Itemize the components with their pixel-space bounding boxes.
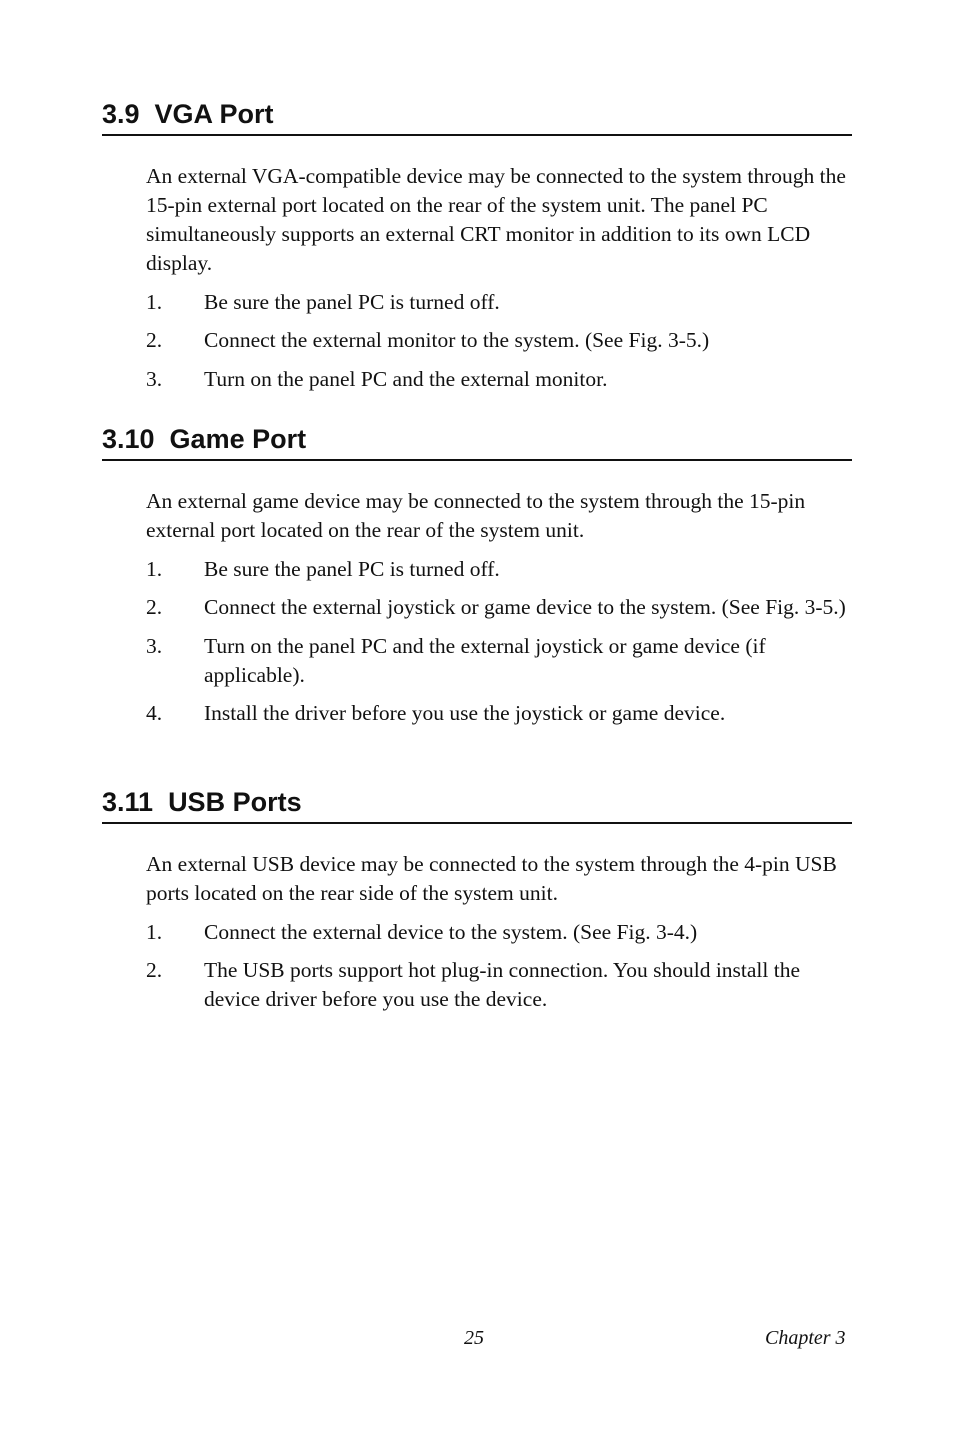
- step-number: 1.: [146, 919, 163, 944]
- steps-list: [102, 288, 852, 394]
- section-game-port: [102, 423, 852, 728]
- list-item: [102, 593, 852, 622]
- section-heading: 3.10 Game Port: [102, 423, 852, 461]
- section-paragraph: An external game device may be connected to the system through the 15-pin external port located on the rear of the system unit.: [146, 489, 806, 542]
- section-paragraph: An external VGA-compatible device may be connected to the system through the 15-pin external port located on the rear of the system unit. The panel PC simultaneously supports an external CRT monitor in addition to its own LCD display.: [146, 164, 846, 275]
- list-item: [102, 365, 852, 394]
- step-text: Be sure the panel PC is turned off.: [204, 556, 500, 581]
- step-number: 2.: [146, 595, 163, 619]
- section-heading: 3.9 VGA Port: [102, 98, 852, 136]
- step-text: Connect the external joystick or game device to the system. (See Fig. 3-5.): [204, 595, 846, 619]
- section-heading: 3.11 USB Ports: [102, 786, 852, 824]
- step-text: Connect the external device to the system. (See Fig. 3-4.): [204, 919, 698, 944]
- page-number: 25: [464, 1327, 484, 1349]
- step-text: Turn on the panel PC and the external monitor.: [204, 366, 608, 391]
- step-number: 3.: [146, 366, 163, 391]
- step-text: Install the driver before you use the joystick or game device.: [204, 701, 726, 725]
- list-item: [102, 632, 852, 690]
- step-text: The USB ports support hot plug-in connection. You should install the device driver before you use the device.: [204, 958, 801, 1011]
- section-usb-ports: [102, 786, 852, 1014]
- steps-list: [102, 555, 852, 729]
- list-item: [102, 555, 852, 584]
- list-item: [102, 288, 852, 317]
- list-item: [102, 918, 852, 947]
- list-item: [102, 699, 852, 728]
- list-item: [102, 326, 852, 355]
- step-text: Connect the external monitor to the system. (See Fig. 3-5.): [204, 328, 710, 352]
- section-paragraph: An external USB device may be connected to the system through the 4-pin USB ports located on the rear side of the system unit.: [146, 852, 837, 905]
- step-text: Be sure the panel PC is turned off.: [204, 289, 500, 314]
- step-number: 2.: [146, 328, 163, 352]
- step-number: 4.: [146, 701, 163, 725]
- step-number: 3.: [146, 633, 163, 658]
- section-vga-port: [102, 98, 852, 394]
- step-text: Turn on the panel PC and the external joystick or game device (if applicable).: [204, 633, 766, 687]
- step-number: 1.: [146, 289, 163, 314]
- step-number: 1.: [146, 556, 163, 581]
- steps-list: [102, 918, 852, 1015]
- list-item: [102, 956, 852, 1014]
- step-number: 2.: [146, 958, 163, 982]
- chapter-label: Chapter 3: [765, 1327, 846, 1349]
